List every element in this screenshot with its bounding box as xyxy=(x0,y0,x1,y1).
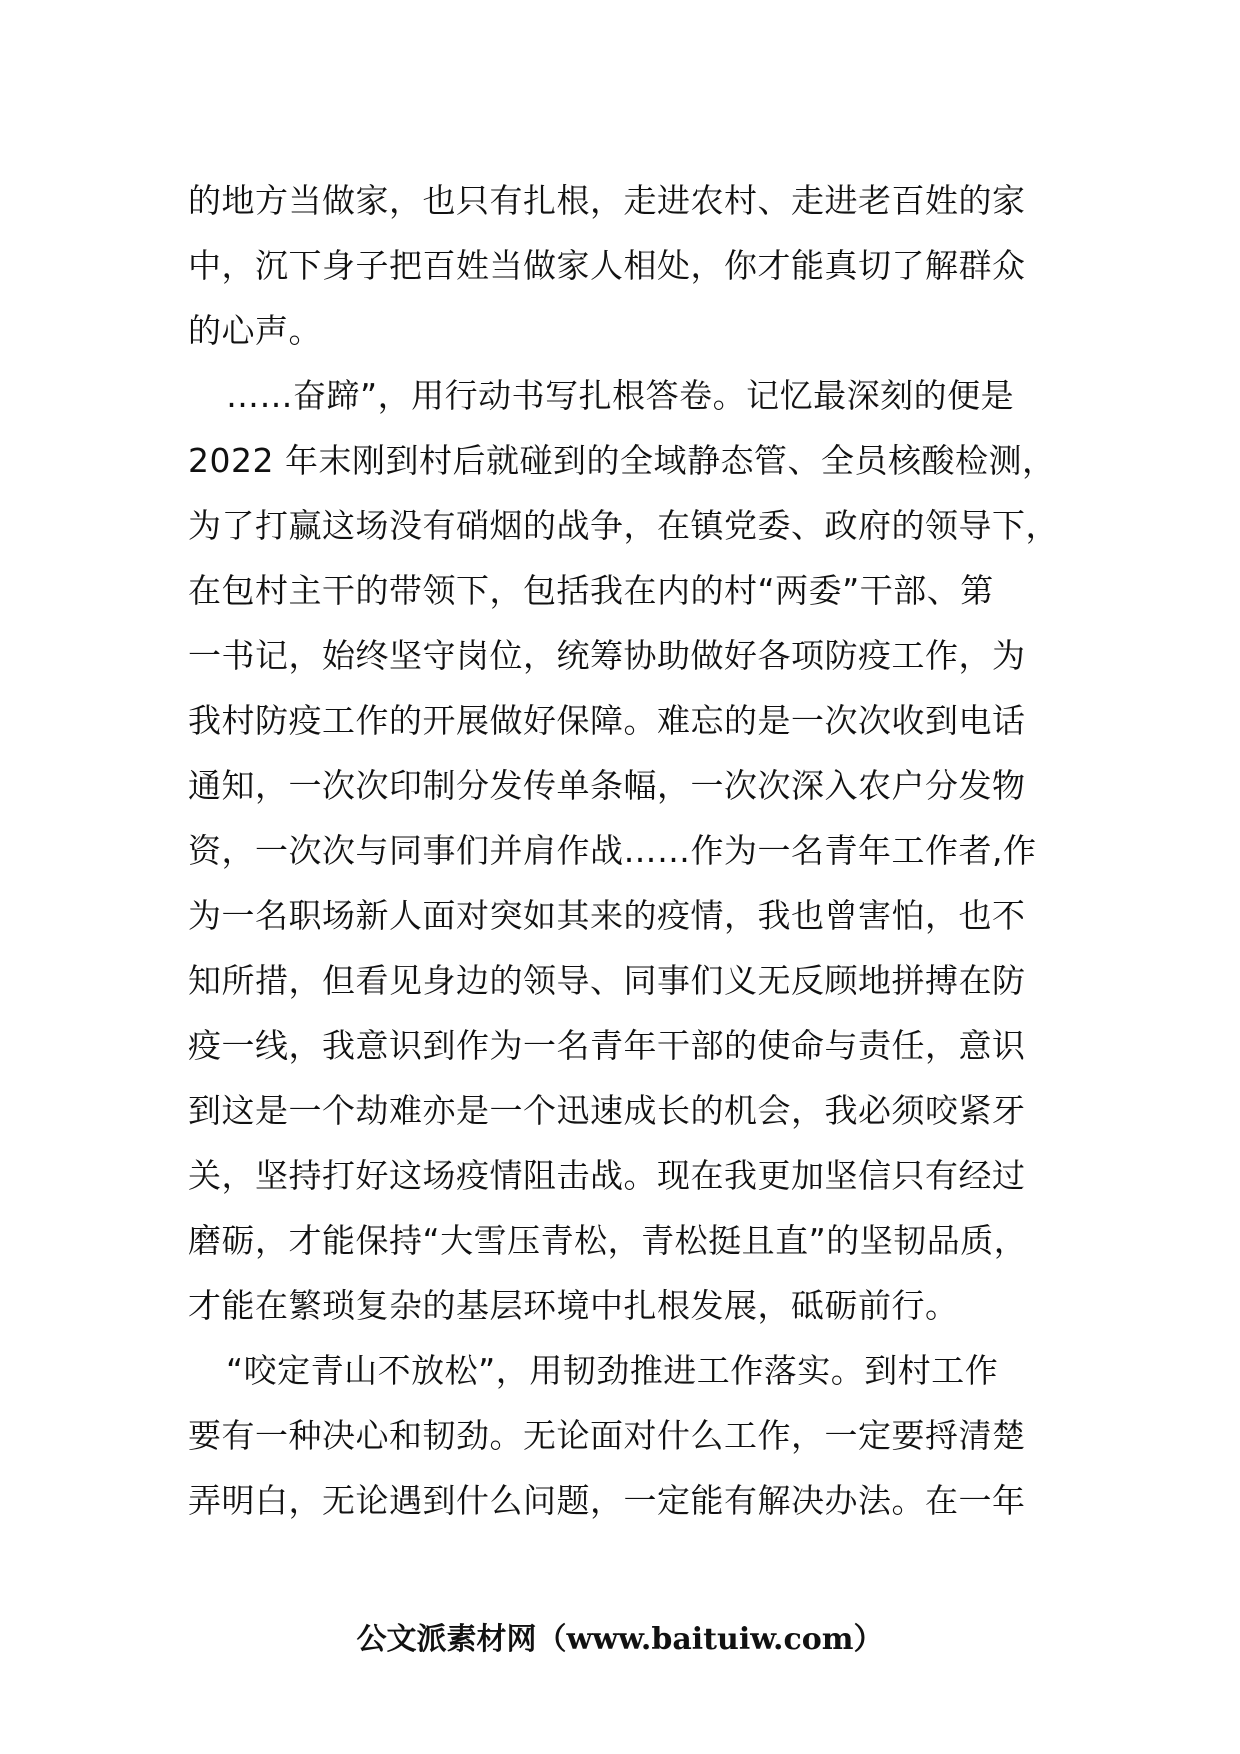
text-line: 要有一种决心和韧劲。无论面对什么工作，一定要捋清楚 xyxy=(188,1416,1026,1455)
text-line: 关，坚持打好这场疫情阻击战。现在我更加坚信只有经过 xyxy=(188,1156,1026,1195)
document-body xyxy=(188,168,1068,1533)
text-line: 知所措，但看见身边的领导、同事们义无反顾地拼搏在防 xyxy=(188,961,1026,1000)
text-line-indented: “咬定青山不放松”，用韧劲推进工作落实。到村工作 xyxy=(226,1351,999,1390)
footer-watermark: 公文派素材网（www.baituiw.com） xyxy=(356,1622,884,1657)
text-line: 为了打赢这场没有硝烟的战争，在镇党委、政府的领导下， xyxy=(188,506,1059,545)
text-line: 通知，一次次印制分发传单条幅，一次次深入农户分发物 xyxy=(188,766,1026,805)
text-line: 才能在繁琐复杂的基层环境中扎根发展，砥砺前行。 xyxy=(188,1286,959,1325)
text-line: 在包村主干的带领下，包括我在内的村“两委”干部、第 xyxy=(188,571,994,610)
text-line: 2022 年末刚到村后就碰到的全域静态管、全员核酸检测， xyxy=(188,441,1056,480)
text-line: 中，沉下身子把百姓当做家人相处，你才能真切了解群众 xyxy=(188,246,1026,285)
text-line: 资，一次次与同事们并肩作战……作为一名青年工作者,作 xyxy=(188,831,1037,870)
text-line: 磨砺，才能保持“大雪压青松，青松挺且直”的坚韧品质， xyxy=(188,1221,1028,1260)
text-line: 一书记，始终坚守岗位，统筹协助做好各项防疫工作，为 xyxy=(188,636,1026,675)
text-line: 弄明白，无论遇到什么问题，一定能有解决办法。在一年 xyxy=(188,1481,1026,1520)
text-line: 为一名职场新人面对突如其来的疫情，我也曾害怕，也不 xyxy=(188,896,1026,935)
text-line: 的地方当做家，也只有扎根，走进农村、走进老百姓的家 xyxy=(188,181,1026,220)
text-line-indented: ……奋蹄”，用行动书写扎根答卷。记忆最深刻的便是 xyxy=(226,376,1015,415)
text-line: 的心声。 xyxy=(188,311,322,350)
text-line: 到这是一个劫难亦是一个迅速成长的机会，我必须咬紧牙 xyxy=(188,1091,1026,1130)
text-line: 疫一线，我意识到作为一名青年干部的使命与责任，意识 xyxy=(188,1026,1026,1065)
text-line: 我村防疫工作的开展做好保障。难忘的是一次次收到电话 xyxy=(188,701,1026,740)
